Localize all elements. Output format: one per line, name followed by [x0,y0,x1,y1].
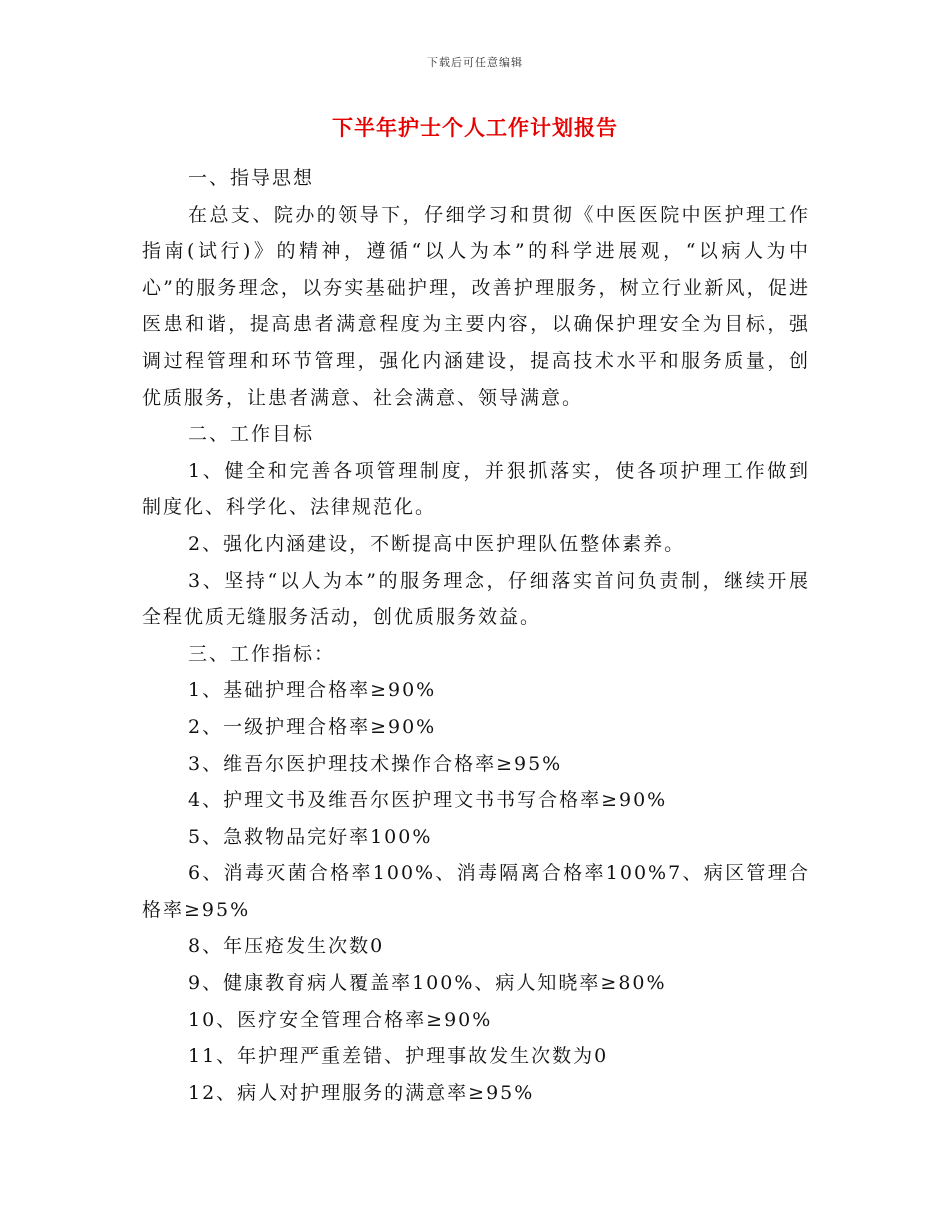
work-goal-item: 2、强化内涵建设，不断提高中医护理队伍整体素养。 [188,532,686,555]
indicator-item: 11、年护理严重差错、护理事故发生次数为0 [188,1045,609,1068]
indicator-item: 6、消毒灭菌合格率100%、消毒隔离合格率100%7、病区管理合格率≥95% [142,862,810,921]
work-goal-item: 3、坚持“以人为本”的服务理念，仔细落实首问负责制，继续开展全程优质无缝服务活动，创优质服务效益。 [142,569,810,629]
work-goal-item: 1、健全和完善各项管理制度，并狠抓落实，使各项护理工作做到制度化、科学化、法律规范化。 [142,459,810,519]
indicator-item: 12、病人对护理服务的满意率≥95% [188,1081,535,1104]
indicator-item: 10、医疗安全管理合格率≥90% [188,1008,493,1031]
document-body [142,160,810,1111]
indicator-item: 4、护理文书及维吾尔医护理文书书写合格率≥90% [188,789,668,812]
indicator-item: 8、年压疮发生次数0 [188,935,385,958]
indicator-item: 5、急救物品完好率100% [188,825,433,848]
header-note: 下载后可任意编辑 [427,56,523,69]
document-title: 下半年护士个人工作计划报告 [332,115,618,140]
section-heading-work-goals: 二、工作目标 [188,423,315,446]
indicator-item: 9、健康教育病人覆盖率100%、病人知晓率≥80% [188,972,667,995]
indicator-item: 1、基础护理合格率≥90% [188,679,437,702]
section-heading-guiding-ideology: 一、指导思想 [188,167,315,189]
indicator-item: 3、维吾尔医护理技术操作合格率≥95% [188,752,563,775]
paragraph-guiding-ideology: 在总支、院办的领导下，仔细学习和贯彻《中医医院中医护理工作指南(试行)》的精神，遵循“以人为本”的科学进展观，“以病人为中心”的服务理念，以夯实基础护理，改善护理服务，树立行业新风，促进医患和谐，提高患者满意程度为主要内容，以确保护理安全为目标，强调过程管理和环节管理，强化内涵建设，提高技术水平和服务质量，创优质服务，让患者满意、社会满意、领导满意。 [142,203,810,409]
indicator-item: 2、一级护理合格率≥90% [188,715,437,738]
section-heading-work-indicators: 三、工作指标： [188,642,336,665]
